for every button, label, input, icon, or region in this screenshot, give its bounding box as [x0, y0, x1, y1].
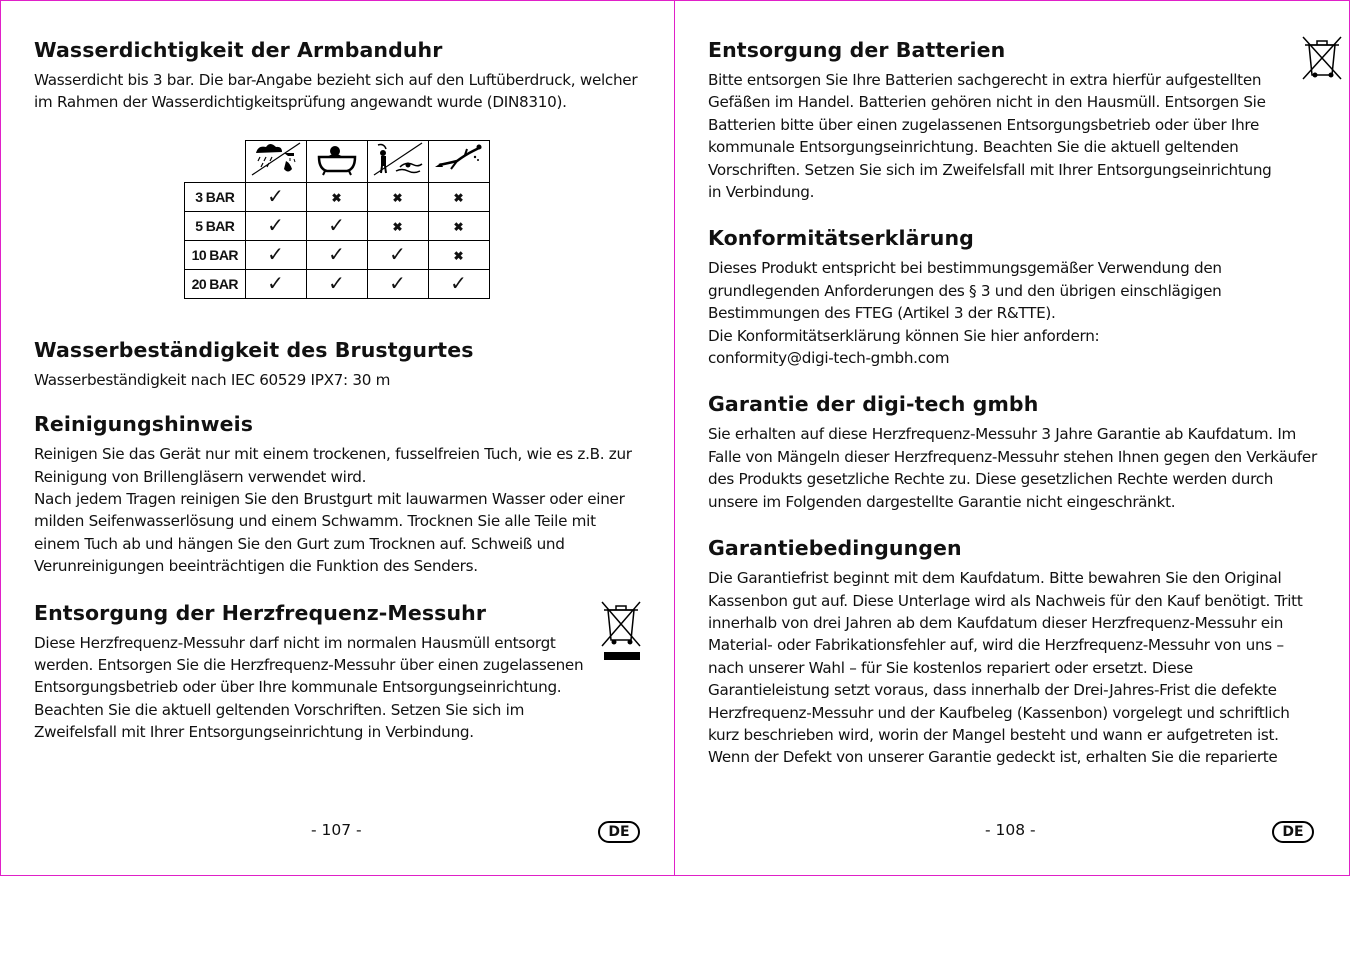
page-left: [0, 0, 675, 876]
section-cleaning: [34, 411, 644, 577]
page-number: - 107 -: [311, 821, 362, 839]
check-icon: ✓: [306, 211, 367, 240]
section-conformity: [708, 225, 1318, 369]
cross-icon: ✖: [428, 211, 489, 240]
rain-splash-icon: [245, 140, 306, 182]
section-warranty-conditions: [708, 535, 1318, 769]
section-body: Dieses Produkt entspricht bei bestimmungsgemäßer Verwendung den grundlegenden Anforderungen des § 3 und den übrigen einschlägigen Bestimmungen des FTEG (Artikel 3 der R&TTE).: [708, 259, 1222, 323]
page-right-content: [708, 37, 1318, 791]
section-body: Wasserbeständigkeit nach IEC 60529 IPX7: 30 m: [34, 370, 391, 389]
section-watch-waterproof: [34, 37, 644, 114]
check-icon: ✓: [306, 240, 367, 269]
section-heading: Konformitätserklärung: [708, 226, 974, 251]
section-body: Die Konformitätserklärung können Sie hier anfordern:: [708, 326, 1100, 345]
cross-icon: ✖: [428, 240, 489, 269]
conformity-email: conformity@digi-tech-gmbh.com: [708, 349, 950, 368]
dive-icon: [428, 140, 489, 182]
bar-label: 5 BAR: [185, 211, 246, 240]
section-body: Diese Herzfrequenz-Messuhr darf nicht im normalen Hausmüll entsorgt werden. Entsorgen Sie die Herzfrequenz-Messuhr über einen zugelassenen Entsorgungsbetrieb oder über Ihre kommunale Entsorgungseinrichtung. Beachten Sie die aktuell geltenden Vorschriften. Setzen Sie sich im Zweifelsfall mit Ihrer Entsorgungseinrichtung in Verbindung.: [34, 633, 584, 742]
table-row: [185, 240, 490, 269]
check-icon: ✓: [428, 269, 489, 298]
check-icon: ✓: [306, 269, 367, 298]
cross-icon: ✖: [428, 182, 489, 211]
water-resistance-table: [184, 140, 490, 299]
section-body: Wasserdicht bis 3 bar. Die bar-Angabe bezieht sich auf den Luftüberdruck, welcher im Rahmen der Wasserdichtigkeitsprüfung angewandt wurde (DIN8310).: [34, 71, 638, 112]
table-row: [185, 182, 490, 211]
section-heading: Entsorgung der Herzfrequenz-Messuhr: [34, 600, 487, 625]
cross-icon: ✖: [367, 182, 428, 211]
water-resistance-table-wrap: [184, 140, 644, 299]
bar-label: 20 BAR: [185, 269, 246, 298]
table-icon-row: [185, 140, 490, 182]
check-icon: ✓: [245, 269, 306, 298]
weee-bin-icon: [600, 600, 644, 666]
check-icon: ✓: [367, 269, 428, 298]
section-warranty: [708, 391, 1318, 513]
weee-bin-icon: [1301, 35, 1345, 85]
table-row: [185, 269, 490, 298]
check-icon: ✓: [245, 182, 306, 211]
section-body: Nach jedem Tragen reinigen Sie den Brustgurt mit lauwarmen Wasser oder einer milden Seifenwasserlösung und einem Schwamm. Trocknen Sie alle Teile mit einem Tuch ab und hängen Sie den Gurt zum Trocknen auf. Schweiß und Verunreinigungen beeinträchtigen die Funktion des Senders.: [34, 490, 625, 576]
bar-label: 10 BAR: [185, 240, 246, 269]
cross-icon: ✖: [367, 211, 428, 240]
section-body: Reinigen Sie das Gerät nur mit einem trockenen, fusselfreien Tuch, wie es z.B. zur Reinigung von Brillengläsern verwendet wird.: [34, 445, 632, 486]
section-heading: Wasserdichtigkeit der Armbanduhr: [34, 38, 443, 62]
page-left-content: [34, 37, 644, 766]
check-icon: ✓: [245, 211, 306, 240]
check-icon: ✓: [245, 240, 306, 269]
page-number: - 108 -: [985, 821, 1036, 839]
section-chest-strap: [34, 337, 644, 391]
section-heading: Entsorgung der Batterien: [708, 38, 1006, 62]
bar-label: 3 BAR: [185, 182, 246, 211]
bath-icon: [306, 140, 367, 182]
section-heading: Wasserbeständigkeit des Brustgurtes: [34, 337, 474, 362]
section-heading: Garantiebedingungen: [708, 536, 962, 561]
page-right: [674, 0, 1350, 876]
section-body: Bitte entsorgen Sie Ihre Batterien sachgerecht in extra hierfür aufgestellten Gefäßen im Handel. Batterien gehören nicht in den Hausmüll. Entsorgen Sie Batterien bitte über einen zugelassenen Entsorgungsbetrieb oder über Ihre kommunale Entsorgungseinrichtung. Beachten Sie die aktuell geltenden Vorschriften. Setzen Sie sich im Zweifelsfall mit Ihrer Entsorgungseinrichtung in Verbindung.: [708, 71, 1272, 202]
section-heading: Garantie der digi-tech gmbh: [708, 392, 1039, 417]
section-disposal-batteries: [708, 37, 1318, 203]
language-badge: DE: [1272, 821, 1314, 843]
shower-swim-icon: [367, 140, 428, 182]
language-badge: DE: [598, 821, 640, 843]
section-body: Die Garantiefrist beginnt mit dem Kaufdatum. Bitte bewahren Sie den Original Kassenbon gut auf. Diese Unterlage wird als Nachweis für den Kauf benötigt. Tritt innerhalb von drei Jahren ab dem Kaufdatum dieser Herzfrequenz-Messuhr ein Material- oder Fabrikationsfehler auf, wird die Herzfrequenz-Messuhr von uns – nach unserer Wahl – für Sie kostenlos repariert oder ersetzt. Diese Garantieleistung setzt voraus, dass innerhalb der Drei-Jahres-Frist die defekte Herzfrequenz-Messuhr und der Kaufbeleg (Kassenbon) vorgelegt und schriftlich kurz beschrieben wird, worin der Mangel besteht und wann er aufgetreten ist. Wenn der Defekt von unserer Garantie gedeckt ist, erhalten Sie die reparierte: [708, 569, 1303, 767]
table-row: [185, 211, 490, 240]
check-icon: ✓: [367, 240, 428, 269]
cross-icon: ✖: [306, 182, 367, 211]
section-disposal-watch: [34, 600, 644, 744]
section-heading: Reinigungshinweis: [34, 412, 254, 437]
section-body: Sie erhalten auf diese Herzfrequenz-Messuhr 3 Jahre Garantie ab Kaufdatum. Im Falle von Mängeln dieser Herzfrequenz-Messuhr stehen Ihnen gegen den Verkäufer des Produkts gesetzliche Rechte zu. Diese gesetzlichen Rechte werden durch unsere im Folgenden dargestellte Garantie nicht eingeschränkt.: [708, 425, 1317, 511]
